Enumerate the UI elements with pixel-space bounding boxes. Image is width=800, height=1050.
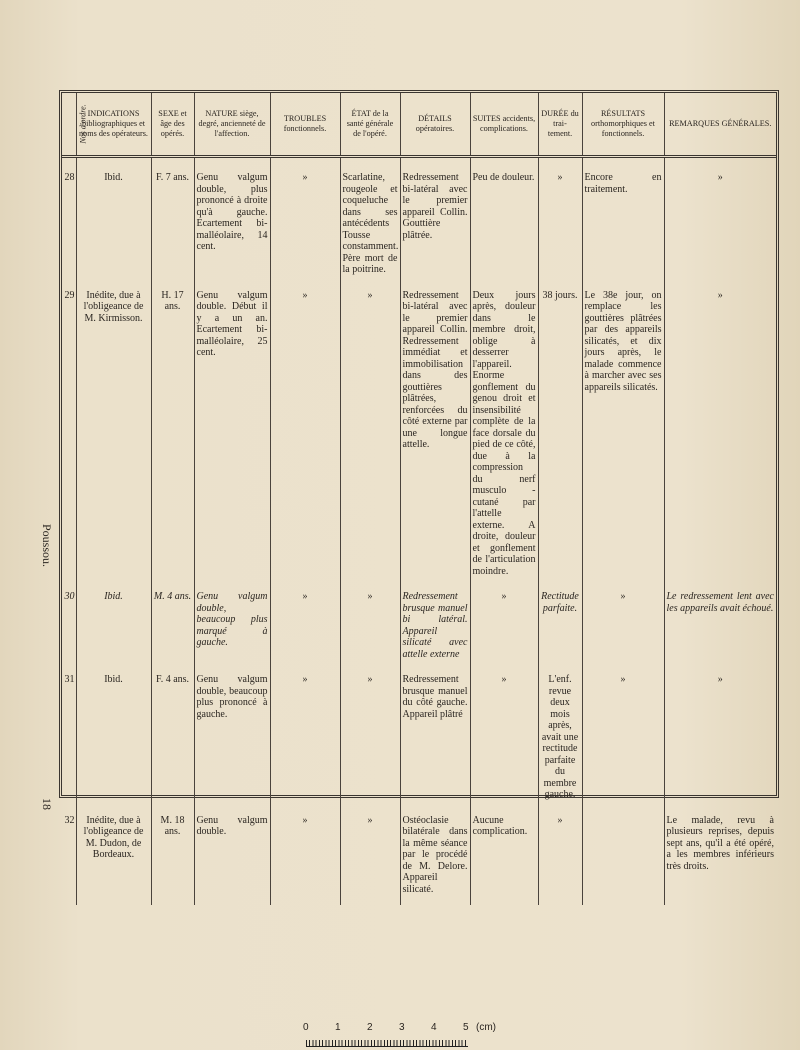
cell-troubles: »	[270, 157, 340, 276]
cell-duree: »	[538, 801, 582, 905]
cell-etat: »	[340, 577, 400, 660]
cell-sexe: F. 4 ans.	[151, 660, 194, 801]
cell-remarques: »	[664, 276, 776, 578]
cell-resultats: »	[582, 660, 664, 801]
cell-indications: Ibid.	[76, 577, 151, 660]
cell-remarques: Le redressement lent avec les appareils avait échoué.	[664, 577, 776, 660]
cell-details: Redressement brusque manuel du côté gauche. Appareil plâtré	[400, 660, 470, 801]
cell-num: 30	[64, 591, 75, 602]
scale-label-0: 0	[303, 1022, 309, 1033]
cell-remarques: »	[664, 660, 776, 801]
cell-nature: Genu valgum double.	[194, 801, 270, 905]
cell-nature: Genu valgum double. Début il y a un an. Ecartement bi-malléolaire, 25 cent.	[194, 276, 270, 578]
cell-troubles: »	[270, 276, 340, 578]
header-duree: DURÉE du trai- tement.	[538, 93, 582, 157]
cell-nature: Genu valgum double, beaucoup plus marqué à gauche.	[194, 577, 270, 660]
cell-remarques: »	[664, 157, 776, 276]
cell-num: 28	[64, 172, 75, 183]
table-row	[62, 660, 776, 801]
cell-troubles: »	[270, 660, 340, 801]
header-suites: SUITES accidents, complications.	[470, 93, 538, 157]
cell-suites: Deux jours après, douleur dans le membre droit, oblige à desserrer l'appareil. Enorme gonflement du genou droit et insensibilité complète de la face dorsale du pied de ce côté, due à la compression du nerf musculo - cutané par l'attelle externe. A droite, douleur et gonflement de l'articulation moindre.	[470, 276, 538, 578]
scale-label-5: 5	[463, 1022, 469, 1033]
cell-duree: »	[538, 157, 582, 276]
cell-resultats	[582, 801, 664, 905]
cell-sexe: F. 7 ans.	[151, 157, 194, 276]
table-row	[62, 801, 776, 905]
cell-num: 29	[64, 289, 75, 301]
cell-suites: »	[470, 577, 538, 660]
scale-label-2: 2	[367, 1022, 373, 1033]
cell-suites: »	[470, 660, 538, 801]
cell-indications: Ibid.	[76, 660, 151, 801]
header-nature: NATURE siège, degré, ancienneté de l'affection.	[194, 93, 270, 157]
cell-etat: Scarlatine, rougeole et coqueluche dans ses antécédents Tousse constamment. Père mort de la poitrine.	[340, 157, 400, 276]
cell-nature: Genu valgum double, plus prononcé à droite qu'à gauche. Ecartement bi-malléolaire, 14 cent.	[194, 157, 270, 276]
cell-num: 32	[64, 814, 75, 826]
header-resultats: RÉSULTATS orthomorphiques et fonctionnels.	[582, 93, 664, 157]
header-details: DÉTAILS opératoires.	[400, 93, 470, 157]
cell-indications: Ibid.	[76, 157, 151, 276]
cell-suites: Aucune complication.	[470, 801, 538, 905]
table-row	[62, 276, 776, 578]
scale-unit: (cm)	[476, 1022, 496, 1033]
scale-label-3: 3	[399, 1022, 405, 1033]
cell-num: 31	[64, 674, 75, 685]
scale-label-4: 4	[431, 1022, 437, 1033]
header-indications: INDICATIONS bibliographiques et noms des opérateurs.	[76, 93, 151, 157]
header-num: Nos d'ordre.	[62, 93, 76, 157]
scale-ruler	[306, 1040, 468, 1047]
cell-duree: L'enf. revue deux mois après, avait une rectitude parfaite du membre gauche.	[538, 660, 582, 801]
running-author-name: Poussou.	[40, 524, 54, 568]
cell-suites: Peu de douleur.	[470, 157, 538, 276]
cell-nature: Genu valgum double, beaucoup plus prononcé à gauche.	[194, 660, 270, 801]
cell-sexe: H. 17 ans.	[151, 276, 194, 578]
cell-troubles: »	[270, 577, 340, 660]
header-row	[62, 93, 776, 157]
cell-duree: Rectitude parfaite.	[538, 577, 582, 660]
cell-sexe: M. 4 ans.	[151, 577, 194, 660]
cell-resultats: Le 38e jour, on remplace les gouttières plâtrées par des appareils silicatés, et dix jours après, le malade commence à marcher avec ses appareils silicatés.	[582, 276, 664, 578]
cell-details: Ostéoclasie bilatérale dans la même séance par le procédé de M. Delore. Appareil silicaté.	[400, 801, 470, 905]
cell-details: Redressement brusque manuel bi latéral. Appareil silicaté avec attelle externe	[400, 577, 470, 660]
cell-duree: 38 jours.	[538, 276, 582, 578]
cell-etat: »	[340, 660, 400, 801]
cases-table	[62, 93, 776, 905]
cell-resultats: »	[582, 577, 664, 660]
cell-etat: »	[340, 801, 400, 905]
cell-indications: Inédite, due à l'obligeance de M. Kirmisson.	[76, 276, 151, 578]
cell-indications: Inédite, due à l'obligeance de M. Dudon, de Bordeaux.	[76, 801, 151, 905]
scale-label-1: 1	[335, 1022, 341, 1033]
cell-sexe: M. 18 ans.	[151, 801, 194, 905]
cell-details: Redressement bi-latéral avec le premier appareil Collin. Gouttière plâtrée.	[400, 157, 470, 276]
cell-troubles: »	[270, 801, 340, 905]
header-etat: ÉTAT de la santé générale de l'opéré.	[340, 93, 400, 157]
header-troubles: TROUBLES fonctionnels.	[270, 93, 340, 157]
header-remarques: REMARQUES GÉNÉRALES.	[664, 93, 776, 157]
cell-details: Redressement bi-latéral avec le premier appareil Collin. Redressement immédiat et immobilisation dans des gouttières plâtrées, renforcées du côté externe par une longue attelle.	[400, 276, 470, 578]
table-row	[62, 157, 776, 276]
cell-remarques: Le malade, revu à plusieurs reprises, depuis sept ans, qu'il a été opéré, a les membres inférieurs très droits.	[664, 801, 776, 905]
page-number: 18	[40, 798, 54, 810]
header-sexe: SEXE et âge des opérés.	[151, 93, 194, 157]
cell-resultats: Encore en traitement.	[582, 157, 664, 276]
table-row	[62, 577, 776, 660]
measurement-scale	[300, 1022, 496, 1048]
cell-etat: »	[340, 276, 400, 578]
